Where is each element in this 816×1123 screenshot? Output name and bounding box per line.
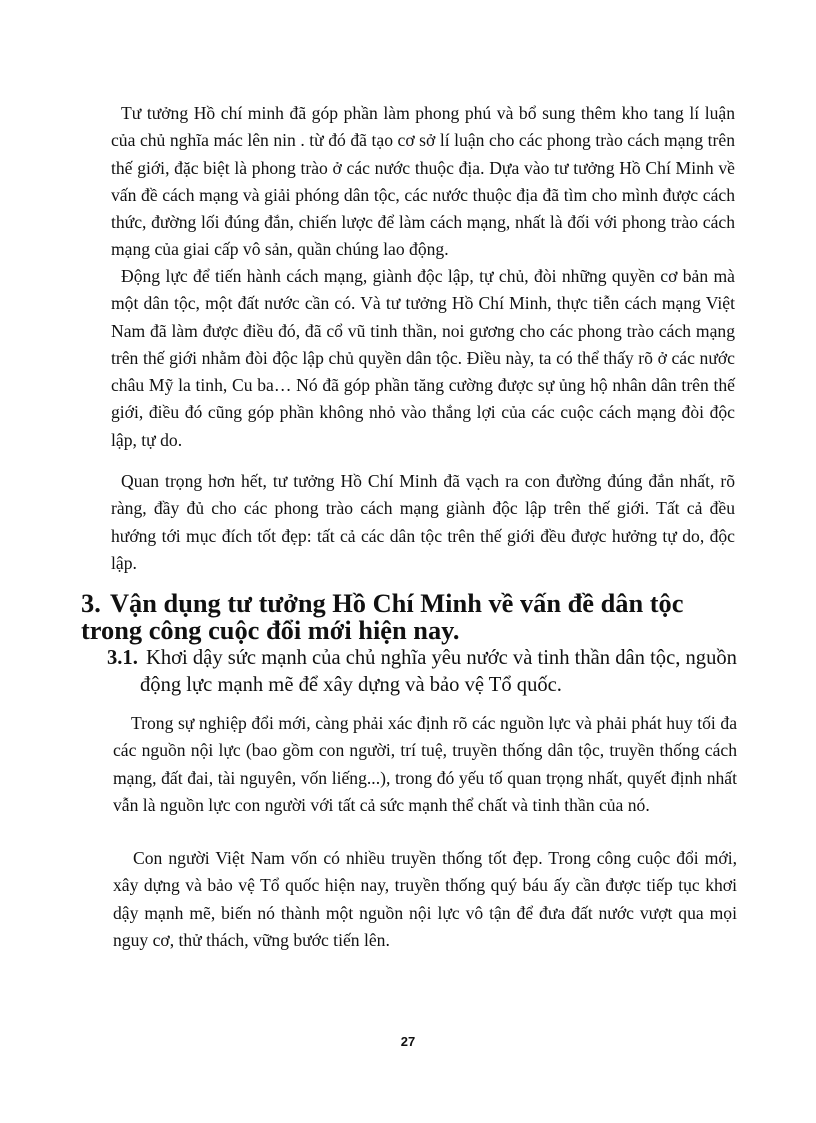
section-heading [81,590,741,645]
section-number: 3. [81,588,101,618]
paragraph-3: Quan trọng hơn hết, tư tưởng Hồ Chí Minh đã vạch ra con đường đúng đắn nhất, rõ ràng, đầy đủ cho các phong trào cách mạng giành độc lập trên thế giới. Tất cả đều hướng tới mục đích tốt đẹp: tất cả các dân tộc trên thế giới đều được hưởng tự do, độc lập. [111,471,735,573]
paragraph-2: Động lực để tiến hành cách mạng, giành độc lập, tự chủ, đòi những quyền cơ bản mà một dân tộc, một đất nước cần có. Và tư tưởng Hồ Chí Minh, thực tiễn cách mạng Việt Nam đã làm được điều đó, đã cổ vũ tinh thần, noi gương cho các phong trào cách mạng trên thế giới nhằm đòi độc lập chủ quyền dân tộc. Điều này, ta có thể thấy rõ ở các nước châu Mỹ la tinh, Cu ba… Nó đã góp phần tăng cường được sự ủng hộ nhân dân trên thế giới, điều đó cũng góp phần không nhỏ vào thắng lợi của các cuộc cách mạng đòi độc lập, tự do. [111,266,735,450]
section-title: Vận dụng tư tưởng Hồ Chí Minh về vấn đề dân tộc trong công cuộc đổi mới hiện nay. [81,588,684,646]
paragraph-4: Trong sự nghiệp đổi mới, càng phải xác định rõ các nguồn lực và phải phát huy tối đa các nguồn nội lực (bao gồm con người, trí tuệ, truyền thống dân tộc, truyền thống cách mạng, đất đai, tài nguyên, vốn liếng...), trong đó yếu tố quan trọng nhất, quyết định nhất vẫn là nguồn lực con người với tất cả sức mạnh thể chất và tinh thần của nó. [113,713,737,815]
paragraph-5: Con người Việt Nam vốn có nhiều truyền thống tốt đẹp. Trong công cuộc đổi mới, xây dựng và bảo vệ Tổ quốc hiện nay, truyền thống quý báu ấy cần được tiếp tục khơi dậy mạnh mẽ, biến nó thành một nguồn nội lực vô tận để đưa đất nước vượt qua mọi nguy cơ, thử thách, vững bước tiến lên. [113,848,737,950]
subsection-heading [107,645,770,700]
subsection-number: 3.1. [107,647,138,669]
paragraph-1: Tư tưởng Hồ chí minh đã góp phần làm phong phú và bổ sung thêm kho tang lí luận của chủ nghĩa mác lên nin . từ đó đã tạo cơ sở lí luận cho các phong trào cách mạng trên thế giới, đặc biệt là phong trào ở các nước thuộc địa. Dựa vào tư tưởng Hồ Chí Minh về vấn đề cách mạng và giải phóng dân tộc, các nước thuộc địa đã tìm cho mình được cách thức, đường lối đúng đắn, chiến lược để làm cách mạng, nhất là đối với phong trào cách mạng của giai cấp vô sản, quần chúng lao động. [111,103,735,260]
subsection-title: Khơi dậy sức mạnh của chủ nghĩa yêu nước và tinh thần dân tộc, nguồn động lực mạnh mẽ để xây dựng và bảo vệ Tổ quốc. [140,647,737,697]
page-number: 27 [400,1034,416,1049]
